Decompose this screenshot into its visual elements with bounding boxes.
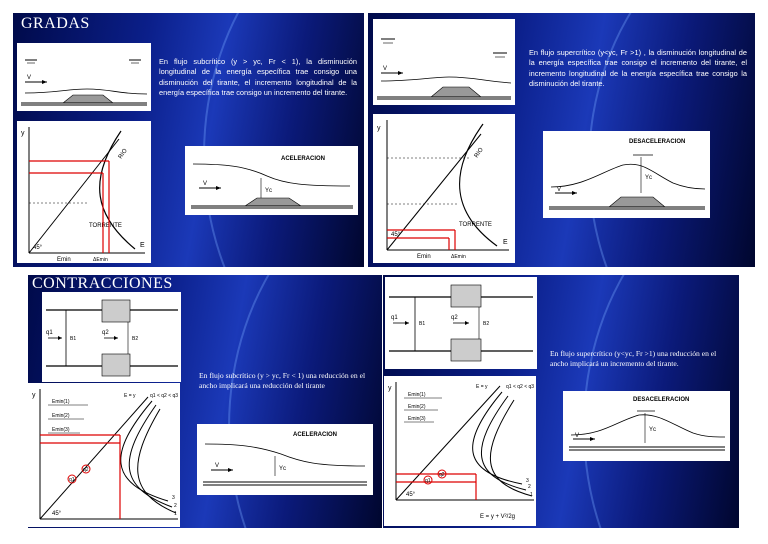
- step-profile-diagram: [17, 43, 151, 111]
- emin-2-label: Emin(2): [52, 413, 70, 419]
- deceleration-diagram: [563, 391, 730, 461]
- b1-label: B1: [419, 321, 426, 327]
- curve-3-label: 3: [172, 495, 175, 501]
- desaceleracion-label: DESACELERACION: [629, 139, 686, 145]
- deceleration-diagram: [543, 131, 710, 218]
- slide-gradas-subcritical: [13, 13, 364, 267]
- curve-1-label: 1: [530, 492, 533, 498]
- velocity-label: V: [575, 433, 580, 439]
- specific-energy-family-chart: [384, 376, 536, 526]
- q2-label: q2: [451, 315, 458, 321]
- q2-point-label: q2: [83, 467, 89, 473]
- desaceleracion-label: DESACELERACION: [633, 397, 690, 403]
- curve-2-label: 2: [528, 484, 531, 490]
- slide-gradas-supercritical: [368, 13, 755, 267]
- q1-label: q1: [391, 315, 398, 321]
- b1-label: B1: [70, 336, 77, 342]
- emin-2-label: Emin(2): [408, 404, 426, 410]
- velocity-label: V: [27, 75, 32, 81]
- emin-label: Emin: [57, 257, 71, 263]
- q1-point-label: q1: [69, 477, 75, 483]
- yc-label: Yc: [649, 427, 657, 433]
- q2-label: q2: [102, 330, 109, 336]
- velocity-label: V: [557, 187, 562, 193]
- angle-label: 45°: [406, 492, 416, 498]
- yc-label: Yc: [645, 175, 653, 181]
- slide-description: En flujo subcrítico (y > yc, Fr < 1) una reducción en el ancho implicará una reducción del tirante: [199, 371, 366, 390]
- y-axis-label: y: [377, 125, 381, 132]
- q2-point-label: q2: [439, 472, 445, 478]
- aceleracion-label: ACELERACION: [293, 432, 338, 438]
- q1-label: q1: [46, 330, 53, 336]
- b2-label: B2: [132, 336, 139, 342]
- slide-title: GRADAS: [21, 15, 90, 32]
- y-axis-label: y: [21, 130, 25, 137]
- aceleracion-label: ACELERACION: [281, 156, 326, 162]
- velocity-label: V: [203, 181, 208, 187]
- slide-title: CONTRACCIONES: [32, 275, 173, 292]
- y-axis-label: y: [388, 385, 392, 392]
- y-axis-label: y: [32, 392, 36, 399]
- delta-emin-label: ΔEmin: [93, 257, 108, 263]
- q1-point-label: q1: [425, 478, 431, 484]
- q-relation-label: q1 < q2 < q3: [150, 393, 179, 399]
- e-axis-label: E: [503, 239, 508, 246]
- yc-label: Yc: [279, 466, 287, 472]
- contraction-plan-diagram: [385, 277, 537, 369]
- slide-description: En flujo subcrítico (y > yc, Fr < 1), la disminución longitudinal de la energía específica trae consigo una disminución del tirante, el incremento longitudinal de la energía específica trae consigo un incremento del tirante.: [159, 57, 357, 97]
- acceleration-diagram: [197, 424, 373, 495]
- angle-label: 45°: [391, 232, 401, 238]
- specific-energy-family-chart: [28, 383, 180, 527]
- emin-3-label: Emin(3): [408, 416, 426, 422]
- energy-equation-label: E = y + V²/2g: [480, 514, 516, 520]
- specific-energy-chart: [373, 114, 515, 263]
- contraction-plan-diagram: [42, 292, 181, 382]
- slide-description: En flujo supercrítico (y<yc, Fr >1) , la disminución longitudinal de la energía específica trae consigo el incremento del tirante, el incremento longitudinal de la energía específica trae consigo la disminución del tirante.: [529, 48, 747, 88]
- velocity-label: V: [215, 463, 220, 469]
- curve-1-label: 1: [174, 511, 177, 517]
- acceleration-diagram: [185, 146, 358, 215]
- q-relation-label: q1 < q2 < q3: [506, 384, 535, 390]
- slide-contracciones-supercritical: [383, 275, 739, 528]
- torrente-label: TORRENTE: [459, 222, 492, 228]
- e-axis-label: E: [140, 242, 145, 249]
- rio-label: RIO: [117, 147, 129, 161]
- torrente-label: TORRENTE: [89, 223, 122, 229]
- curve-2-label: 2: [174, 503, 177, 509]
- e-eq-y-label: E = y: [124, 393, 136, 399]
- emin-label: Emin: [417, 254, 431, 260]
- emin-1-label: Emin(1): [52, 399, 70, 405]
- velocity-label: V: [383, 66, 388, 72]
- b2-label: B2: [483, 321, 490, 327]
- slide-contracciones-subcritical: [28, 275, 382, 528]
- emin-3-label: Emin(3): [52, 427, 70, 433]
- yc-label: Yc: [265, 188, 273, 194]
- rio-label: RIO: [473, 146, 485, 160]
- angle-label: 45°: [52, 511, 62, 517]
- slide-description: En flujo supercrítico (y<yc, Fr >1) una reducción en el ancho implicará un incremento del tirante.: [550, 349, 717, 368]
- curve-3-label: 3: [526, 478, 529, 484]
- delta-emin-label: ΔEmin: [451, 254, 466, 260]
- angle-label: 45°: [33, 245, 43, 251]
- emin-1-label: Emin(1): [408, 392, 426, 398]
- step-profile-diagram: [373, 19, 515, 105]
- specific-energy-chart: [17, 121, 151, 263]
- e-eq-y-label: E = y: [476, 384, 488, 390]
